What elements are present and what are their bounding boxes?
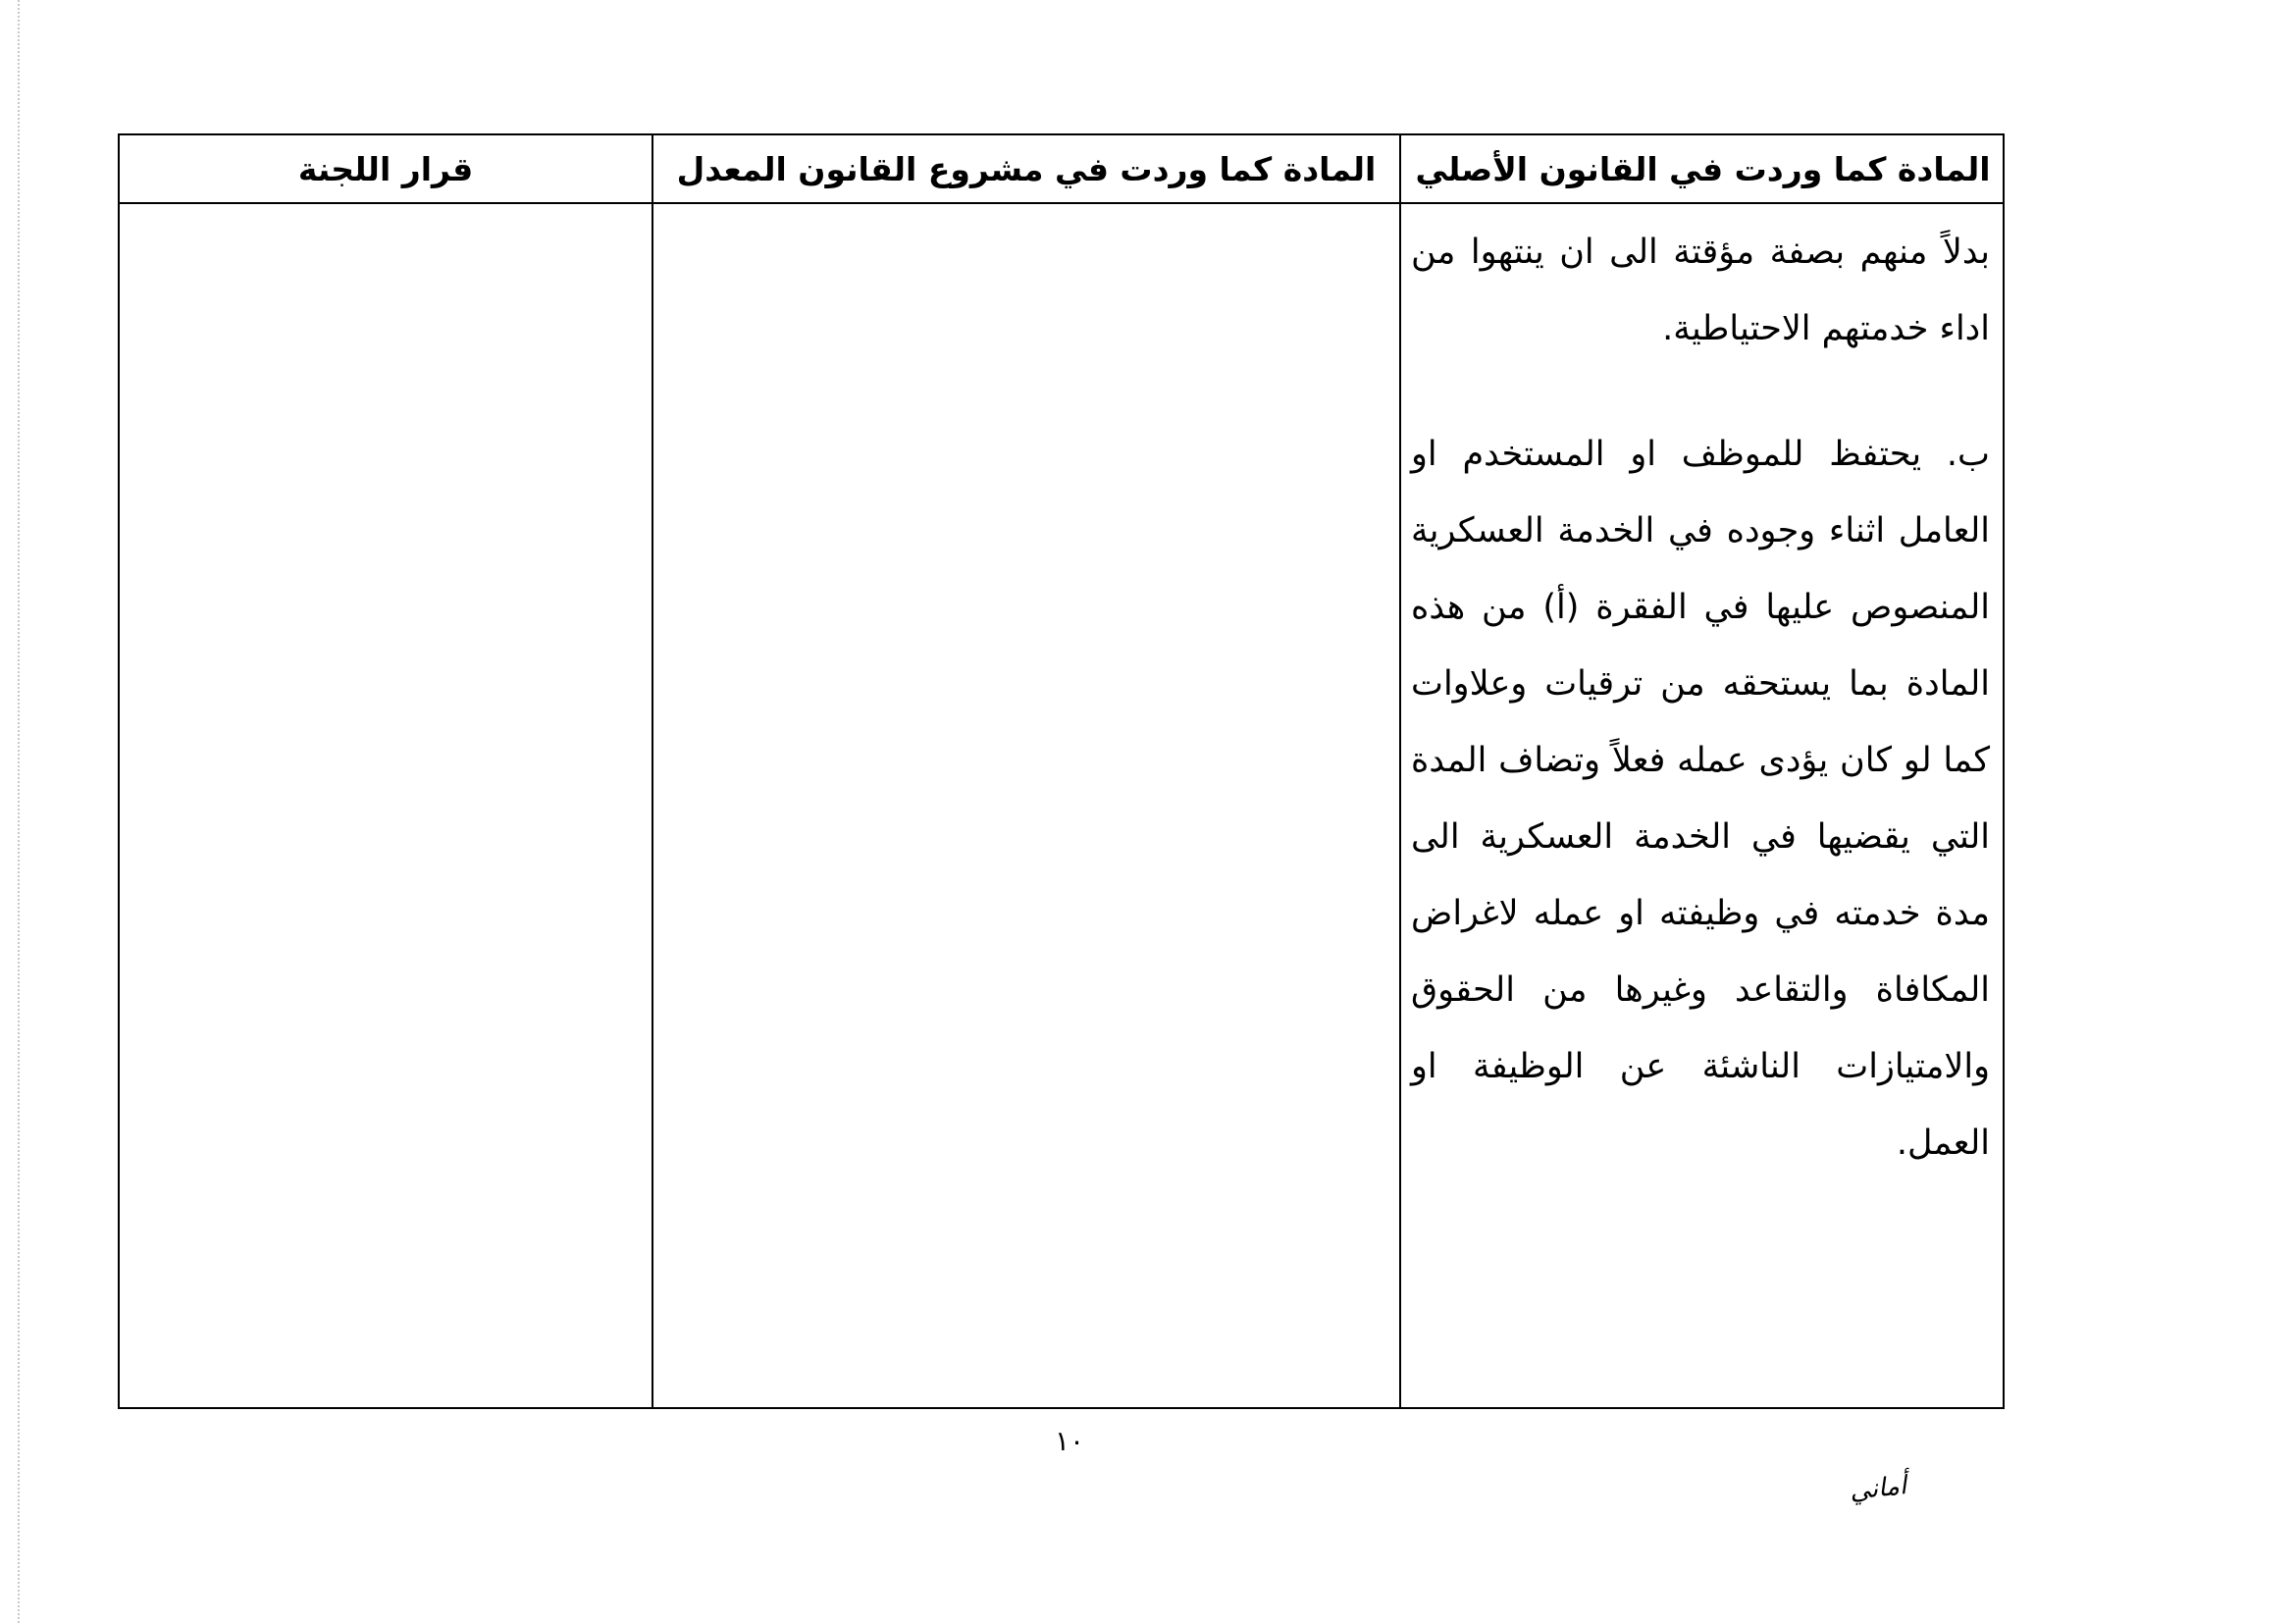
column-divider bbox=[652, 135, 653, 1407]
header-draft-law: المادة كما وردت في مشروع القانون المعدل bbox=[676, 149, 1377, 188]
page-number: ١٠ bbox=[1054, 1425, 1085, 1457]
paragraph-gap bbox=[1411, 367, 1990, 416]
table-header-row bbox=[120, 135, 2003, 204]
handwritten-signature: أماني bbox=[1848, 1471, 1908, 1506]
column-divider bbox=[1399, 135, 1401, 1407]
original-text-clause-b: ب. يحتفظ للموظف او المستخدم او العامل اثناء وجوده في الخدمة العسكرية المنصوص عليها في الفقرة (أ) من هذه المادة بما يستحقه من ترقيات وعلاوات كما لو كان يؤدى عمله فعلاً وتضاف المدة التي يقضيها في الخدمة العسكرية الى مدة خدمته في وظيفته او عمله لاغراض المكافاة والتقاعد وغيرها من الحقوق والامتيازات الناشئة عن الوظيفة او العمل. bbox=[1411, 435, 1990, 1163]
page-edge-dots bbox=[18, 0, 20, 1623]
original-text-continuation: بدلاً منهم بصفة مؤقتة الى ان ينتهوا من اداء خدمتهم الاحتياطية. bbox=[1411, 233, 1990, 348]
comparison-table bbox=[118, 133, 2005, 1409]
header-original-law: المادة كما وردت في القانون الأصلي bbox=[1415, 149, 1991, 188]
header-committee-decision: قرار اللجنة bbox=[297, 149, 474, 188]
original-law-cell bbox=[1411, 214, 1990, 1181]
